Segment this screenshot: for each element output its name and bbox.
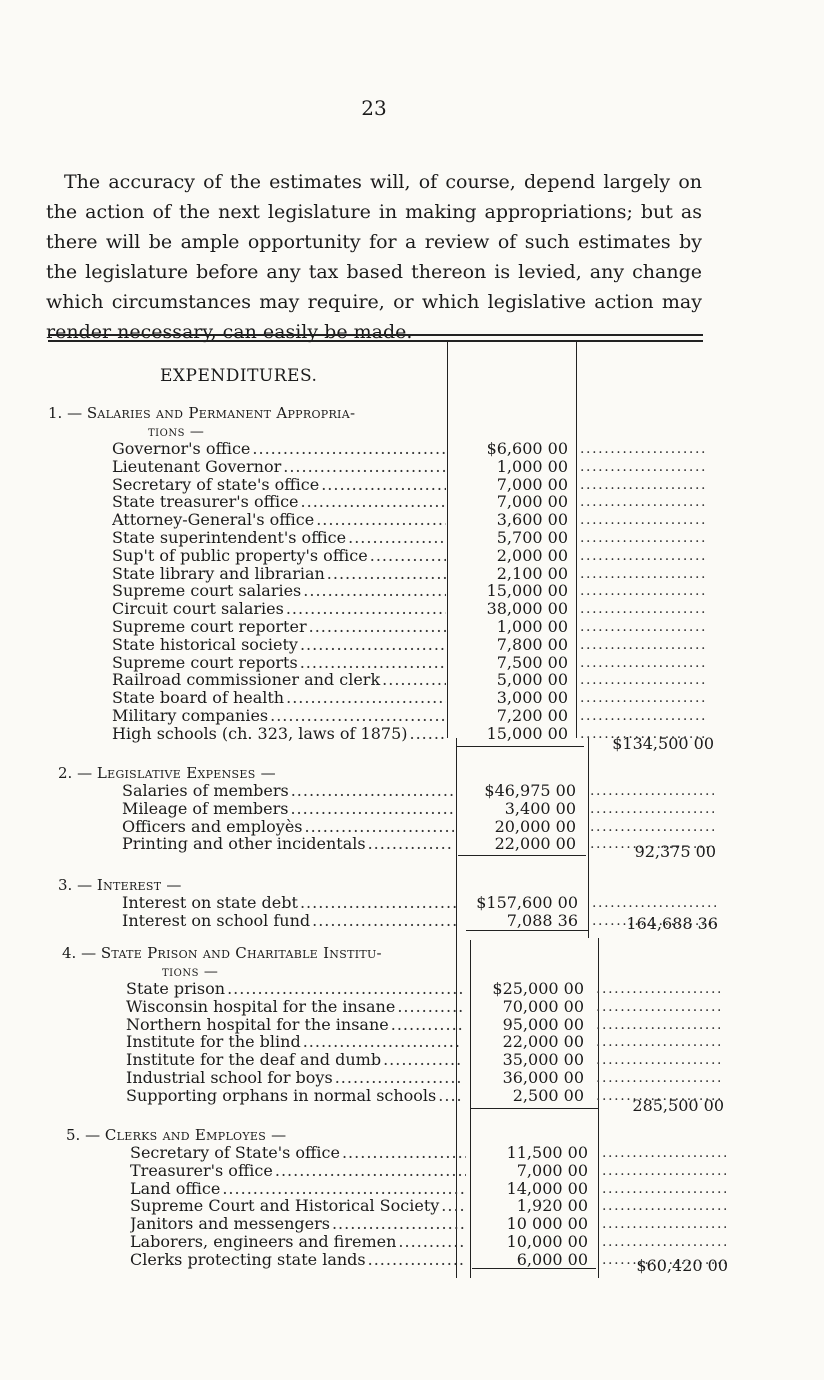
line-item [112,440,446,458]
total-column-dots [596,1033,720,1051]
line-item-label: Supreme court salaries [112,582,302,601]
subtotal-rule [472,1268,596,1269]
line-item [112,725,446,743]
leader-dots [225,980,462,998]
line-item-amount: 11,500 00 [506,1143,588,1162]
top-double-rule [48,334,703,336]
leader-dots [303,818,455,836]
section-title-text: Clerks and Employes — [104,1126,287,1144]
line-item-label: Land office [130,1179,221,1198]
line-item [130,1180,466,1198]
leader-dots [389,1016,462,1034]
total-column-dots [602,1215,726,1233]
total-column-dots [580,600,706,618]
section-title [58,876,182,894]
total-column-dots [580,565,706,583]
leader-dots [301,582,446,600]
line-item-amount: 70,000 00 [502,996,584,1016]
line-item-amount: 22,000 00 [494,834,576,854]
leader-dots [346,529,446,547]
line-item-amount: 7,000 00 [516,1160,588,1180]
line-item-label: Supporting orphans in normal schools [126,1086,437,1105]
line-item-label: State treasurer's office [112,493,299,512]
line-item [126,1087,462,1105]
line-item-amount: 1,920 00 [516,1196,588,1216]
column-divider-right [576,342,577,738]
leader-dots [281,458,446,476]
line-item-label: Janitors and messengers [130,1215,330,1234]
total-column-dots [580,458,706,476]
line-item-amount: 38,000 00 [486,599,568,619]
section-title-text: State Prison and Charitable Institu- [100,944,382,962]
line-item [112,707,446,725]
total-column-dots [580,529,706,547]
section-title-continuation: tions — [148,424,205,440]
line-item [126,980,462,998]
line-item [122,894,456,912]
section-total: $60,420 00 [636,1256,728,1275]
total-column-dots [596,980,720,998]
line-item-amount: 7,000 00 [496,474,568,494]
line-item-amount: 3,400 00 [504,798,576,818]
section-number: 4. — [62,944,101,962]
leader-dots [310,912,456,930]
line-item [112,476,446,494]
line-item-label: State historical society [112,635,298,654]
leader-dots [299,493,446,511]
line-item-amount: 7,500 00 [496,652,568,672]
leader-dots [289,782,454,800]
total-column-dots [580,440,706,458]
line-item-label: Institute for the deaf and dumb [126,1051,382,1070]
line-item [112,654,446,672]
section-total: 164,688 36 [626,914,718,933]
line-item [112,671,446,689]
section-number: 5. — [66,1126,105,1144]
line-item-amount: 10 000 00 [506,1214,588,1234]
line-item-amount: 6,000 00 [516,1249,588,1269]
line-item-label: State superintendent's office [112,529,347,547]
line-item-amount: 2,500 00 [512,1085,584,1105]
line-item [112,547,446,565]
leader-dots [368,547,446,565]
section-number: 1. — [48,404,87,422]
line-item-amount: 10,000 00 [506,1232,588,1251]
line-item-amount: 5,000 00 [496,670,568,690]
line-item [130,1215,466,1233]
section-total: $134,500 00 [612,734,714,753]
section-title-text: Salaries and Permanent Appropria- [86,404,356,422]
total-column-dots [580,618,706,636]
leader-dots [220,1180,466,1198]
subtotal-rule [466,930,588,931]
line-item-label: Mileage of members [122,799,289,818]
expenditures-heading: EXPENDITURES. [160,366,318,386]
section-total: 92,375 00 [634,842,716,861]
leader-dots [298,636,446,654]
total-column-dots [580,582,706,600]
line-item-amount: 7,200 00 [496,706,568,725]
line-item-label: State prison [126,980,226,998]
line-item [112,582,446,600]
line-item [122,835,454,853]
line-item-amount: 7,000 00 [496,492,568,512]
line-item-label: Industrial school for boys [126,1069,333,1087]
line-item-label: Institute for the blind [126,1033,301,1052]
line-item-label: Salaries of members [122,782,289,800]
line-item-amount: 15,000 00 [486,581,568,601]
line-item-label: Supreme court reports [112,653,298,672]
leader-dots [396,1233,466,1251]
total-column-dots [580,511,706,529]
section-number: 2. — [58,764,97,782]
leader-dots [340,1144,466,1162]
line-item-label: Secretary of state's office [112,475,320,494]
line-item-label: Military companies [112,707,269,725]
total-column-dots [596,1051,720,1069]
top-double-rule-2 [48,340,703,342]
line-item [130,1144,466,1162]
line-item [130,1233,466,1251]
line-item [112,458,446,476]
intro-paragraph: The accuracy of the estimates will, of course, depend largely on the action of the next legislature in making appropriations; but as there will be ample opportunity for a review of such estimates by the legislature before any tax based thereon is levied, any change which circumstances may require, or which legislative action may render necessary, can easily be made. [46,171,702,343]
total-column-dots [580,547,706,565]
total-column-dots [602,1144,726,1162]
line-item [112,529,446,547]
leader-dots [366,1251,466,1269]
total-column-dots [602,1233,726,1251]
line-item-amount: $46,975 00 [484,781,576,800]
column-divider-right-2 [588,738,589,938]
total-column-dots [590,818,714,836]
total-column-dots [580,671,706,689]
section-title [62,944,382,962]
subtotal-rule [470,1108,598,1109]
leader-dots [298,894,456,912]
line-item-label: Interest on school fund [122,911,311,930]
line-item [122,912,456,930]
leader-dots [288,800,454,818]
column-divider-left-3 [470,940,471,1278]
leader-dots [250,440,446,458]
line-item-label: Treasurer's office [130,1161,273,1180]
section-title-continuation: tions — [162,964,219,980]
line-item-amount: 1,000 00 [496,456,568,476]
leader-dots [381,1051,462,1069]
line-item-amount: 3,000 00 [496,688,568,708]
total-column-dots [596,998,720,1016]
line-item-label: State board of health [112,689,285,708]
line-item [112,493,446,511]
line-item-amount: 1,000 00 [496,617,568,636]
leader-dots [330,1215,466,1233]
line-item [112,689,446,707]
line-item-label: Lieutenant Governor [112,457,282,476]
section-title [48,404,355,422]
section-title [66,1126,286,1144]
line-item-label: Supreme court reporter [112,618,307,636]
line-item [122,818,454,836]
leader-dots [268,707,446,725]
line-item-amount: 22,000 00 [502,1032,584,1052]
line-item-amount: $6,600 00 [486,439,568,458]
line-item-label: High schools (ch. 323, laws of 1875) [112,724,408,743]
line-item-amount: 95,000 00 [502,1014,584,1034]
column-divider-left [447,342,448,738]
line-item [126,1033,462,1051]
line-item [122,800,454,818]
section-number: 3. — [58,876,97,894]
line-item [112,636,446,654]
line-item-label: Clerks protecting state lands [130,1250,366,1269]
line-item-label: Officers and employès [122,817,303,836]
total-column-dots [580,689,706,707]
line-item-label: Laborers, engineers and firemen [130,1233,397,1251]
leader-dots [333,1069,462,1087]
line-item [112,565,446,583]
line-item-amount: 7,800 00 [496,634,568,654]
line-item-amount: 3,600 00 [496,510,568,530]
line-item-label: State library and librarian [112,564,325,583]
page-number: 23 [361,96,387,120]
line-item-amount: 5,700 00 [496,528,568,547]
total-column-dots [580,636,706,654]
line-item-label: Wisconsin hospital for the insane [126,997,396,1016]
leader-dots [380,671,446,689]
section-title [58,764,276,782]
leader-dots [314,511,446,529]
total-column-dots [590,782,714,800]
total-column-dots [602,1197,726,1215]
section-title-text: Interest — [96,876,182,894]
line-item-amount: 36,000 00 [502,1068,584,1087]
total-column-dots [602,1162,726,1180]
total-column-dots [580,476,706,494]
line-item [130,1251,466,1269]
section-title-text: Legislative Expenses — [96,764,276,782]
line-item-label: Railroad commissioner and clerk [112,671,381,690]
line-item-label: Governor's office [112,440,251,458]
leader-dots [284,600,446,618]
line-item [126,1069,462,1087]
total-column-dots [596,1069,720,1087]
leader-dots [395,998,462,1016]
line-item-amount: 7,088 36 [506,910,578,930]
subtotal-rule [458,855,586,856]
line-item-amount: $25,000 00 [492,979,584,998]
total-column-dots [592,894,716,912]
leader-dots [307,618,446,636]
line-item [122,782,454,800]
leader-dots [298,654,446,672]
line-item [130,1162,466,1180]
line-item [130,1197,466,1215]
leader-dots [273,1162,466,1180]
line-item-amount: 15,000 00 [486,723,568,743]
line-item-label: Northern hospital for the insane [126,1015,389,1034]
line-item-amount: 14,000 00 [506,1178,588,1198]
subtotal-rule [456,746,584,747]
leader-dots [439,1197,466,1215]
line-item-amount: 2,100 00 [496,563,568,583]
leader-dots [408,725,447,743]
total-column-dots [602,1180,726,1198]
line-item [112,511,446,529]
line-item [126,998,462,1016]
line-item-label: Secretary of State's office [130,1144,340,1162]
line-item [126,1051,462,1069]
line-item [112,600,446,618]
leader-dots [366,835,454,853]
line-item-label: Circuit court salaries [112,600,284,619]
line-item-amount: $157,600 00 [476,893,578,912]
line-item-amount: 2,000 00 [496,545,568,565]
line-item-label: Sup't of public property's office [112,546,368,565]
leader-dots [436,1087,462,1105]
line-item-label: Attorney-General's office [112,511,315,530]
leader-dots [284,689,446,707]
line-item [112,618,446,636]
leader-dots [319,476,446,494]
line-item-amount: 35,000 00 [502,1050,584,1070]
leader-dots [301,1033,462,1051]
line-item-label: Supreme Court and Historical Society [130,1197,440,1216]
total-column-dots [596,1016,720,1034]
total-column-dots [580,654,706,672]
total-column-dots [580,493,706,511]
line-item-label: Interest on state debt [122,894,298,912]
line-item-amount: 20,000 00 [494,816,576,836]
leader-dots [325,565,446,583]
total-column-dots [580,707,706,725]
total-column-dots [590,800,714,818]
section-total: 285,500 00 [632,1096,724,1115]
line-item-label: Printing and other incidentals [122,835,366,854]
line-item [126,1016,462,1034]
